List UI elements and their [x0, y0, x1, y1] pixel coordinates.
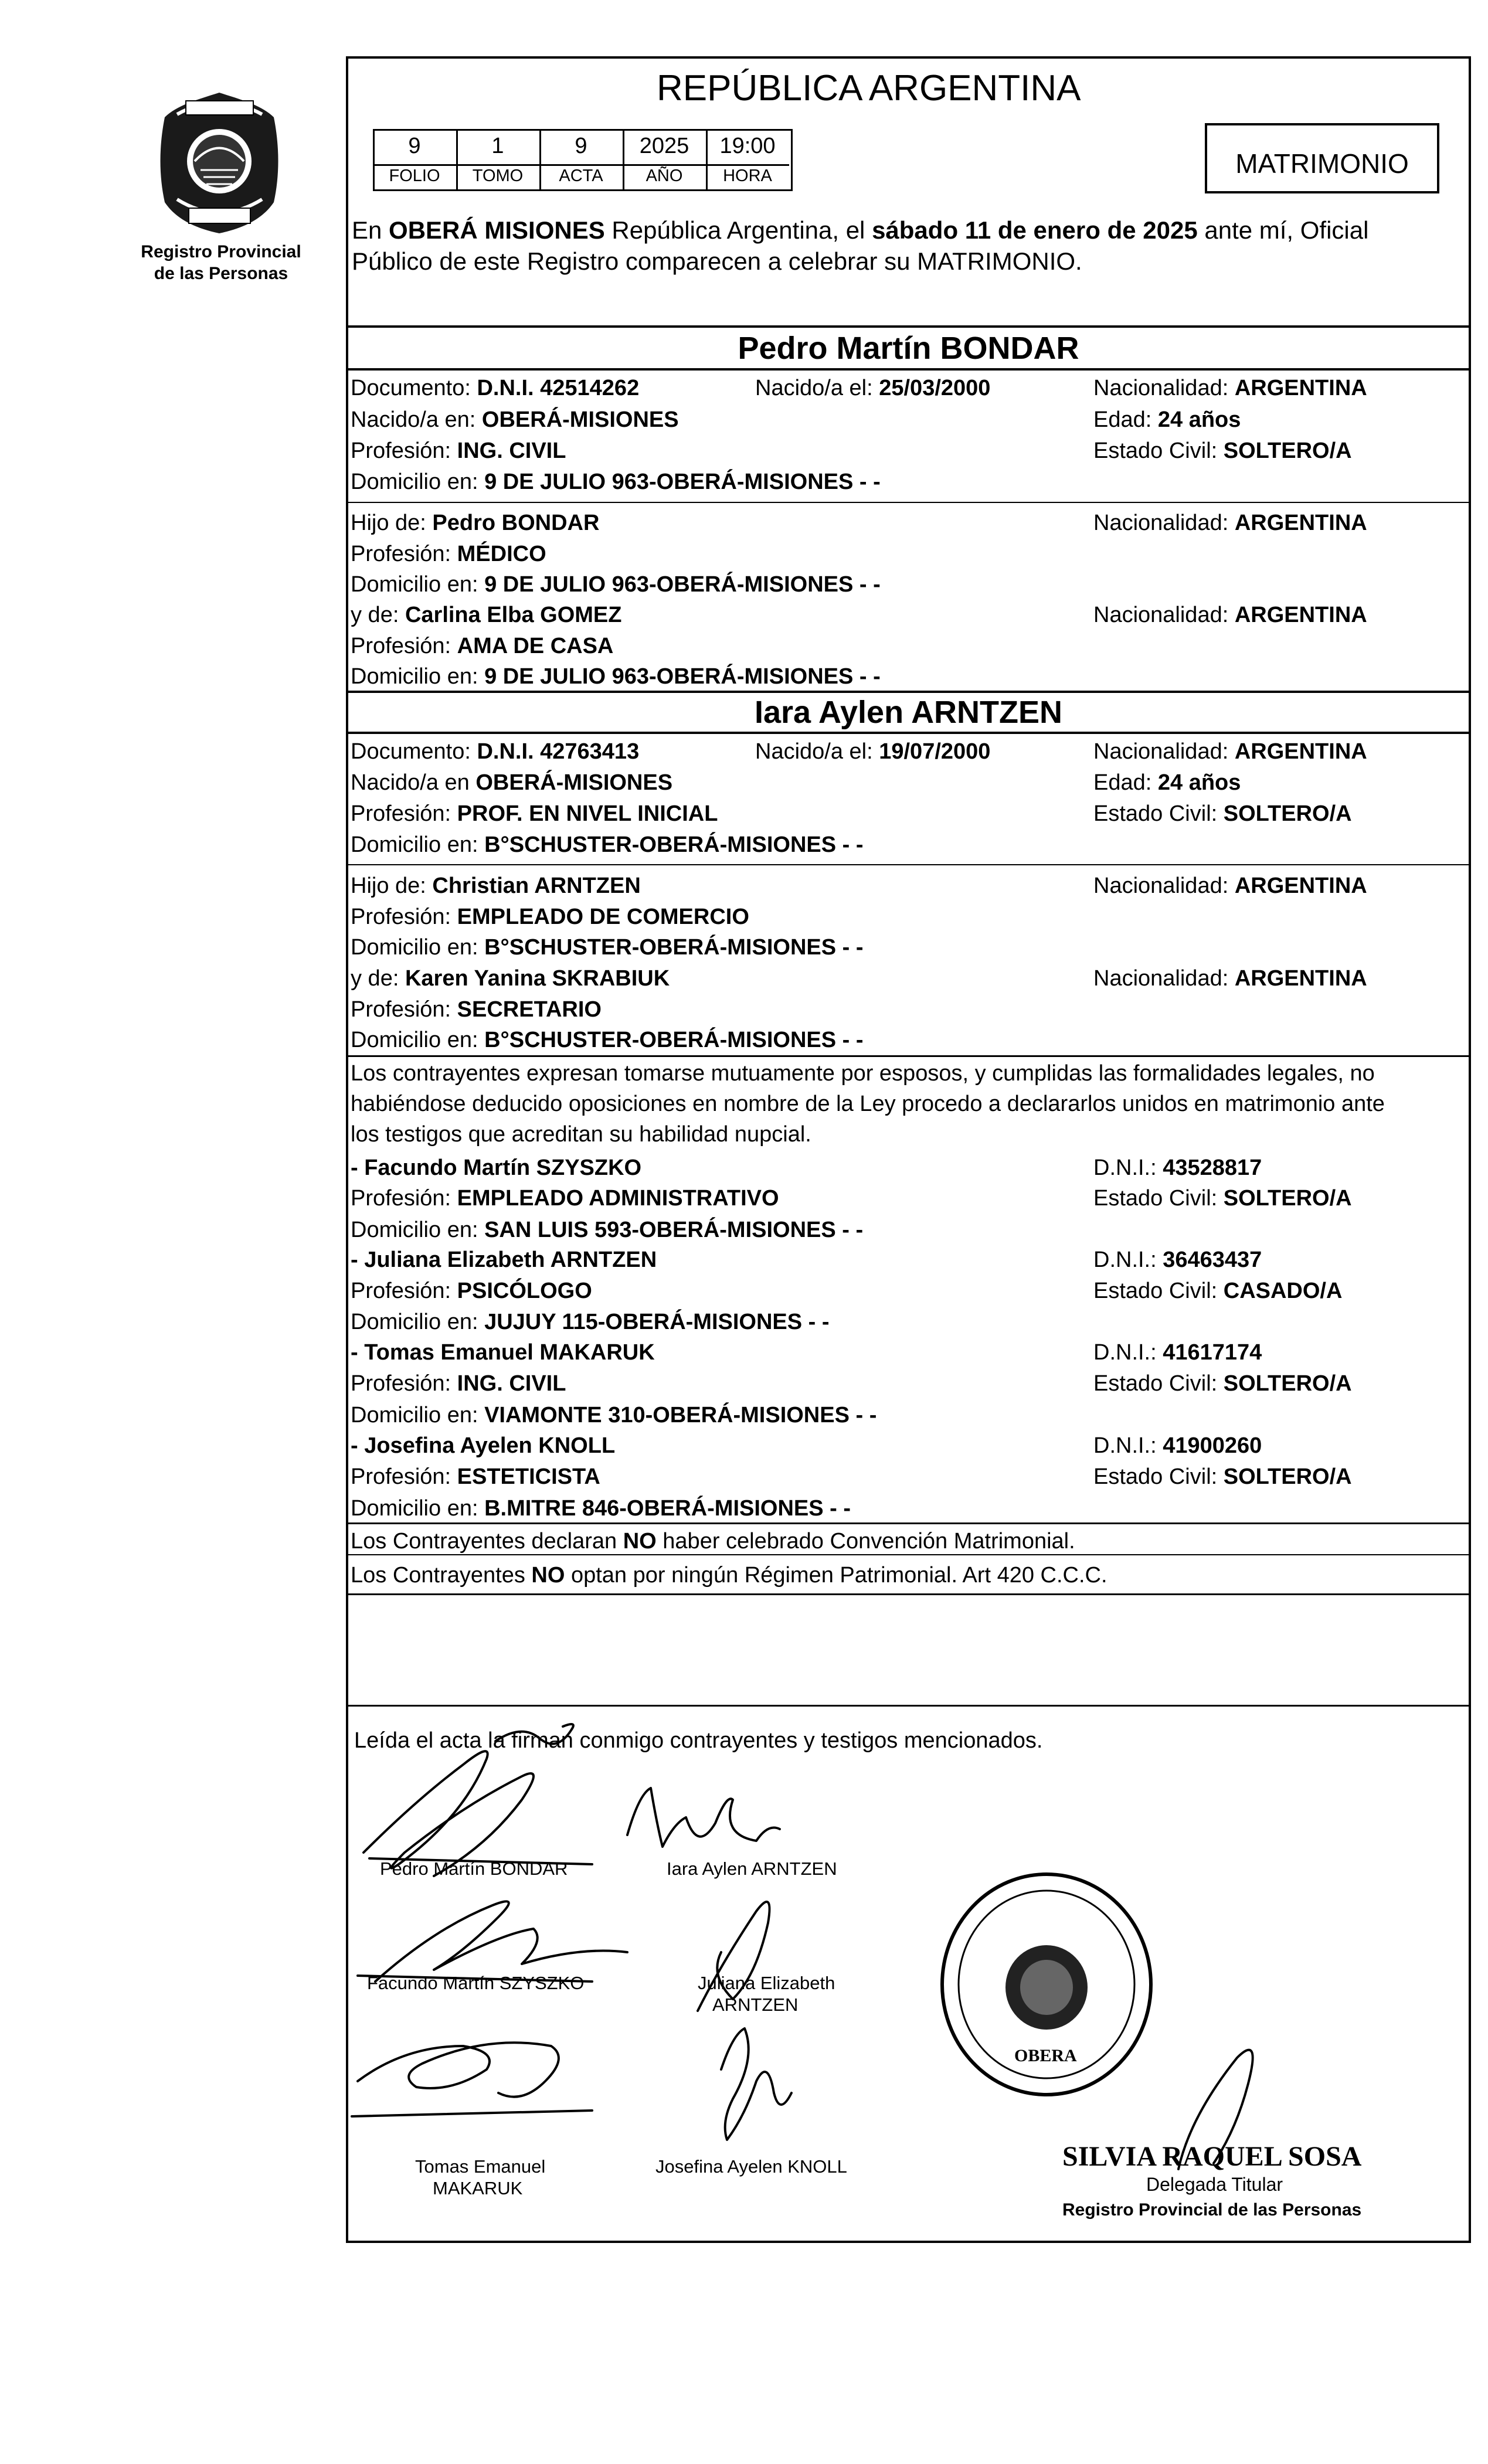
- divider: [346, 325, 1471, 328]
- declaration-line2: habiéndose deducido oposiciones en nombre de la Ley procedo a declararlos unidos en matrimonio ante: [351, 1092, 1385, 1116]
- spouse2-dom: Domicilio en: B°SCHUSTER-OBERÁ-MISIONES - -: [351, 832, 864, 857]
- divider: [346, 502, 1471, 503]
- witness4-name: - Josefina Ayelen KNOLL: [351, 1433, 616, 1458]
- spouse1-prof: Profesión: ING. CIVIL: [351, 439, 566, 463]
- witness4-dom: Domicilio en: B.MITRE 846-OBERÁ-MISIONES - -: [351, 1496, 851, 1521]
- spouse1-father-nat: Nacionalidad: ARGENTINA: [1093, 511, 1367, 535]
- witness3-prof: Profesión: ING. CIVIL: [351, 1371, 566, 1396]
- witness4-civil: Estado Civil: SOLTERO/A: [1093, 1464, 1352, 1489]
- spouse2-doc: Documento: D.N.I. 42763413: [351, 739, 640, 764]
- spouse1-mother-prof: Profesión: AMA DE CASA: [351, 634, 614, 658]
- witness4-dni: D.N.I.: 41900260: [1093, 1433, 1262, 1458]
- seal-city: OBERA: [1014, 2046, 1077, 2065]
- official-title: Delegada Titular: [1146, 2174, 1283, 2195]
- anio-value: 2025: [639, 134, 689, 158]
- tomo-label: TOMO: [472, 166, 524, 185]
- anio-label: AÑO: [646, 166, 683, 185]
- spouse1-doc: Documento: D.N.I. 42514262: [351, 376, 640, 400]
- spouse2-father-prof: Profesión: EMPLEADO DE COMERCIO: [351, 905, 749, 929]
- divider: [346, 1593, 1471, 1595]
- witness2-prof: Profesión: PSICÓLOGO: [351, 1279, 592, 1303]
- frame-bottom: [346, 2241, 1471, 2243]
- spouse1-age: Edad: 24 años: [1093, 407, 1241, 432]
- sig-label-tomas-1: Tomas Emanuel: [415, 2156, 546, 2177]
- spouse1-nat: Nacionalidad: ARGENTINA: [1093, 376, 1367, 400]
- witness1-dom: Domicilio en: SAN LUIS 593-OBERÁ-MISIONES - -: [351, 1218, 864, 1242]
- spouse1-father-dom: Domicilio en: 9 DE JULIO 963-OBERÁ-MISIONES - -: [351, 572, 881, 597]
- convention-line2: Los Contrayentes NO optan por ningún Régimen Patrimonial. Art 420 C.C.C.: [351, 1563, 1107, 1588]
- record-type-box: [1205, 123, 1439, 193]
- hora-value: 19:00: [719, 134, 776, 158]
- spouse2-father-nat: Nacionalidad: ARGENTINA: [1093, 874, 1367, 898]
- declaration-line1: Los contrayentes expresan tomarse mutuamente por esposos, y cumplidas las formalidades legales, no: [351, 1061, 1375, 1086]
- closing-text: Leída el acta la firman conmigo contrayentes y testigos mencionados.: [354, 1728, 1043, 1753]
- spouse2-mother-prof: Profesión: SECRETARIO: [351, 997, 602, 1022]
- registry-line2: de las Personas: [154, 264, 288, 283]
- country-title: REPÚBLICA ARGENTINA: [657, 68, 1081, 108]
- convention-line1: Los Contrayentes declaran NO haber celebrado Convención Matrimonial.: [351, 1529, 1075, 1554]
- divider: [346, 1522, 1471, 1524]
- sig-label-juliana-1: Juliana Elizabeth: [698, 1973, 835, 1993]
- spouse2-mother-nat: Nacionalidad: ARGENTINA: [1093, 966, 1367, 991]
- sig-label-iara: Iara Aylen ARNTZEN: [667, 1858, 837, 1879]
- spouse2-civil: Estado Civil: SOLTERO/A: [1093, 801, 1352, 826]
- intro-line2: Público de este Registro comparecen a celebrar su MATRIMONIO.: [352, 247, 1082, 275]
- spouse1-name: Pedro Martín BONDAR: [738, 331, 1079, 366]
- sig-label-josefina: Josefina Ayelen KNOLL: [655, 2156, 847, 2177]
- witness3-dni: D.N.I.: 41617174: [1093, 1340, 1262, 1365]
- official-registry: Registro Provincial de las Personas: [1062, 2200, 1362, 2220]
- tomo-value: 1: [491, 134, 504, 158]
- spouse2-prof: Profesión: PROF. EN NIVEL INICIAL: [351, 801, 718, 826]
- divider: [346, 732, 1471, 734]
- declaration-line3: los testigos que acreditan su habilidad nupcial.: [351, 1122, 811, 1147]
- folio-value: 9: [408, 134, 421, 158]
- spouse1-father: Hijo de: Pedro BONDAR: [351, 511, 600, 535]
- sig-label-facundo: Facundo Martín SZYSZKO: [367, 1973, 585, 1993]
- record-type: MATRIMONIO: [1235, 148, 1409, 179]
- spouse2-father: Hijo de: Christian ARNTZEN: [351, 874, 641, 898]
- witness3-civil: Estado Civil: SOLTERO/A: [1093, 1371, 1352, 1396]
- divider: [346, 1705, 1471, 1707]
- official-seal: [938, 1870, 1155, 2099]
- spouse2-born: Nacido/a el: 19/07/2000: [755, 739, 991, 764]
- spouse2-mother-dom: Domicilio en: B°SCHUSTER-OBERÁ-MISIONES - -: [351, 1028, 864, 1052]
- spouse1-father-prof: Profesión: MÉDICO: [351, 542, 546, 566]
- witness1-name: - Facundo Martín SZYSZKO: [351, 1155, 642, 1180]
- frame-top: [346, 56, 1471, 59]
- spouse2-mother: y de: Karen Yanina SKRABIUK: [351, 966, 670, 991]
- province-logo: [154, 88, 286, 234]
- record-number-table: [373, 129, 789, 202]
- official-name: SILVIA RAQUEL SOSA: [1062, 2141, 1362, 2172]
- spouse2-name: Iara Aylen ARNTZEN: [754, 695, 1063, 730]
- spouse2-birthplace: Nacido/a en OBERÁ-MISIONES: [351, 770, 673, 795]
- intro-date: sábado 11 de enero de 2025: [872, 216, 1198, 244]
- spouse1-mother-dom: Domicilio en: 9 DE JULIO 963-OBERÁ-MISIONES - -: [351, 664, 881, 689]
- witness3-dom: Domicilio en: VIAMONTE 310-OBERÁ-MISIONES - -: [351, 1403, 877, 1428]
- spouse1-dom: Domicilio en: 9 DE JULIO 963-OBERÁ-MISIONES - -: [351, 470, 881, 494]
- witness2-dni: D.N.I.: 36463437: [1093, 1248, 1262, 1272]
- witness4-prof: Profesión: ESTETICISTA: [351, 1464, 600, 1489]
- witness1-dni: D.N.I.: 43528817: [1093, 1155, 1262, 1180]
- spouse2-father-dom: Domicilio en: B°SCHUSTER-OBERÁ-MISIONES - -: [351, 935, 864, 960]
- intro-city: OBERÁ MISIONES: [389, 216, 605, 244]
- spouse2-age: Edad: 24 años: [1093, 770, 1241, 795]
- sig-label-juliana-2: ARNTZEN: [712, 1994, 799, 2015]
- witness2-name: - Juliana Elizabeth ARNTZEN: [351, 1248, 657, 1272]
- sig-label-tomas-2: MAKARUK: [433, 2178, 523, 2198]
- folio-label: FOLIO: [389, 166, 440, 185]
- hora-label: HORA: [723, 166, 772, 185]
- intro-line1: En OBERÁ MISIONES República Argentina, el sábado 11 de enero de 2025 ante mí, Oficial: [352, 216, 1369, 244]
- divider: [346, 691, 1471, 693]
- witness1-prof: Profesión: EMPLEADO ADMINISTRATIVO: [351, 1186, 779, 1211]
- spouse1-mother: y de: Carlina Elba GOMEZ: [351, 603, 622, 627]
- spouse1-birthplace: Nacido/a en: OBERÁ-MISIONES: [351, 407, 679, 432]
- witness2-dom: Domicilio en: JUJUY 115-OBERÁ-MISIONES - -: [351, 1310, 830, 1334]
- divider: [346, 1055, 1471, 1057]
- witness1-civil: Estado Civil: SOLTERO/A: [1093, 1186, 1352, 1211]
- spouse2-nat: Nacionalidad: ARGENTINA: [1093, 739, 1367, 764]
- spouse1-born: Nacido/a el: 25/03/2000: [755, 376, 991, 400]
- witness3-name: - Tomas Emanuel MAKARUK: [351, 1340, 655, 1365]
- registry-line1: Registro Provincial: [141, 242, 301, 261]
- sig-label-pedro: Pedro Martín BONDAR: [380, 1858, 568, 1879]
- acta-value: 9: [575, 134, 587, 158]
- divider: [346, 1554, 1471, 1555]
- divider: [346, 368, 1471, 371]
- frame-right: [1469, 56, 1471, 2243]
- spouse1-mother-nat: Nacionalidad: ARGENTINA: [1093, 603, 1367, 627]
- divider: [346, 864, 1471, 865]
- acta-label: ACTA: [559, 166, 603, 185]
- witness2-civil: Estado Civil: CASADO/A: [1093, 1279, 1343, 1303]
- spouse1-civil: Estado Civil: SOLTERO/A: [1093, 439, 1352, 463]
